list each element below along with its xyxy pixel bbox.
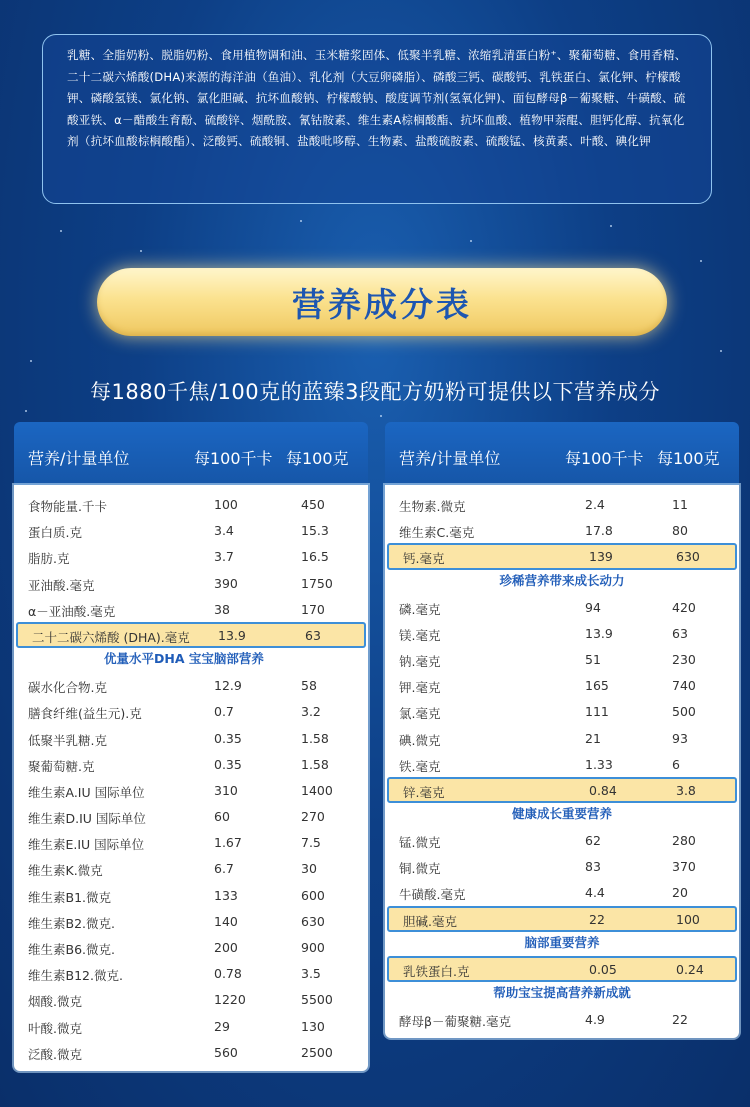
nutrient-name: 脂肪.克 bbox=[28, 551, 70, 567]
per100kcal-value: 62 bbox=[585, 833, 601, 849]
nutrient-name: 烟酸.微克 bbox=[28, 994, 82, 1010]
per100g-value: 11 bbox=[672, 497, 688, 512]
nutrient-name: 维生素A.IU 国际单位 bbox=[28, 784, 145, 800]
per100kcal-value: 1.67 bbox=[214, 835, 242, 851]
per100g-value: 15.3 bbox=[301, 523, 329, 539]
header-per100g: 每100克 bbox=[286, 449, 349, 468]
per100kcal-value: 1220 bbox=[214, 992, 246, 1008]
table-row bbox=[385, 594, 739, 620]
table-row bbox=[14, 986, 368, 1012]
subtitle: 每1880千焦/100克的蓝臻3段配方奶粉可提供以下营养成分 bbox=[90, 380, 660, 404]
nutrient-name: 碘.微克 bbox=[399, 732, 441, 748]
table-row-highlighted bbox=[387, 956, 737, 982]
per100kcal-value: 140 bbox=[214, 913, 238, 929]
nutrient-name: 食物能量.千卡 bbox=[28, 499, 107, 514]
table-row bbox=[14, 751, 368, 777]
nutrient-name: 聚葡萄糖.克 bbox=[28, 758, 95, 774]
per100g-value: 93 bbox=[672, 730, 688, 746]
per100kcal-value: 4.4 bbox=[585, 885, 605, 901]
nutrient-name: 维生素B12.微克. bbox=[28, 968, 123, 984]
per100g-value: 1.58 bbox=[301, 756, 329, 772]
per100g-value: 500 bbox=[672, 704, 696, 720]
per100kcal-value: 165 bbox=[585, 678, 609, 694]
table-row bbox=[385, 853, 739, 879]
table-row bbox=[385, 517, 739, 543]
per100kcal-value: 29 bbox=[214, 1018, 230, 1034]
per100kcal-value: 200 bbox=[214, 940, 238, 955]
table-row bbox=[385, 491, 739, 517]
per100kcal-value: 0.78 bbox=[214, 966, 242, 982]
nutrient-name: 碳水化合物.克 bbox=[28, 680, 107, 696]
per100kcal-value: 13.9 bbox=[218, 627, 246, 643]
per100kcal-value: 12.9 bbox=[214, 678, 242, 694]
table-row bbox=[14, 491, 368, 517]
per100g-value: 1400 bbox=[301, 782, 333, 798]
table-row bbox=[385, 672, 739, 698]
per100g-value: 63 bbox=[305, 627, 321, 643]
table-row bbox=[14, 570, 368, 596]
per100kcal-value: 310 bbox=[214, 782, 238, 798]
table-row bbox=[14, 1039, 368, 1065]
per100g-value: 1750 bbox=[301, 575, 333, 591]
table-row bbox=[14, 672, 368, 698]
table-row bbox=[14, 855, 368, 881]
header-per100kcal: 每100千卡 bbox=[194, 449, 273, 468]
nutrient-name: 维生素B2.微克. bbox=[28, 915, 115, 931]
per100kcal-value: 100 bbox=[214, 497, 238, 512]
per100kcal-value: 0.35 bbox=[214, 756, 242, 772]
header-per100kcal: 每100千卡 bbox=[565, 449, 644, 468]
nutrient-name: 泛酸.微克 bbox=[28, 1046, 82, 1062]
dha-note: 优量水平DHA 宝宝脑部营养 bbox=[104, 651, 264, 667]
table-row bbox=[385, 879, 739, 905]
per100kcal-value: 3.4 bbox=[214, 523, 234, 539]
table-row bbox=[385, 620, 739, 646]
table-row bbox=[14, 960, 368, 986]
per100g-value: 30 bbox=[301, 861, 317, 877]
per100g-value: 7.5 bbox=[301, 835, 321, 851]
per100kcal-value: 6.7 bbox=[214, 861, 234, 877]
per100g-value: 100 bbox=[676, 911, 700, 927]
table-row bbox=[385, 646, 739, 672]
table-row bbox=[14, 829, 368, 855]
per100g-value: 280 bbox=[672, 833, 696, 849]
per100g-value: 230 bbox=[672, 651, 696, 667]
nutrient-name: 锰.微克 bbox=[399, 835, 441, 851]
nutrient-name: 维生素E.IU 国际单位 bbox=[28, 837, 145, 853]
nutrient-name: 牛磺酸.毫克 bbox=[399, 887, 466, 903]
table-row bbox=[385, 751, 739, 777]
nutrient-name: 低聚半乳糖.克 bbox=[28, 732, 107, 748]
per100g-value: 3.2 bbox=[301, 704, 321, 720]
per100g-value: 450 bbox=[301, 497, 325, 512]
per100g-value: 630 bbox=[676, 549, 700, 565]
nutrient-name: 锌.毫克 bbox=[403, 784, 445, 800]
per100g-value: 5500 bbox=[301, 992, 333, 1008]
per100kcal-value: 21 bbox=[585, 730, 601, 746]
nutrition-table-left bbox=[14, 422, 368, 1071]
nutrient-name: 二十二碳六烯酸 (DHA).毫克 bbox=[32, 629, 190, 645]
nutrient-name: 维生素B1.微克 bbox=[28, 889, 112, 905]
nutrient-name: 钙.毫克 bbox=[403, 551, 445, 567]
per100kcal-value: 94 bbox=[585, 599, 601, 615]
per100g-value: 6 bbox=[672, 756, 680, 772]
nutrient-name: 膳食纤维(益生元).克 bbox=[28, 706, 142, 722]
table-row-highlighted bbox=[387, 906, 737, 932]
nutrient-name: 镁.毫克 bbox=[399, 627, 441, 643]
table-row bbox=[14, 934, 368, 960]
per100kcal-value: 60 bbox=[214, 809, 230, 825]
table-row bbox=[14, 882, 368, 908]
per100g-value: 3.8 bbox=[676, 782, 696, 798]
per100g-value: 2500 bbox=[301, 1044, 333, 1060]
per100g-value: 20 bbox=[672, 885, 688, 901]
nutrient-name: 生物素.微克 bbox=[399, 499, 466, 514]
per100g-value: 170 bbox=[301, 601, 325, 617]
table-row bbox=[14, 725, 368, 751]
per100kcal-value: 17.8 bbox=[585, 523, 613, 539]
nutrient-name: 氯.毫克 bbox=[399, 706, 441, 722]
zinc-note: 健康成长重要营养 bbox=[511, 806, 612, 822]
per100kcal-value: 51 bbox=[585, 651, 601, 667]
nutrient-name: 维生素D.IU 国际单位 bbox=[28, 811, 146, 827]
header-nutrient: 营养/计量单位 bbox=[28, 449, 130, 468]
per100kcal-value: 0.35 bbox=[214, 730, 242, 746]
per100g-value: 58 bbox=[301, 678, 317, 694]
per100kcal-value: 139 bbox=[589, 549, 613, 565]
per100g-value: 900 bbox=[301, 940, 325, 955]
nutrient-name: α－亚油酸.毫克 bbox=[28, 603, 116, 619]
table-row bbox=[385, 827, 739, 853]
nutrient-name: 酵母β－葡聚糖.毫克 bbox=[399, 1014, 511, 1029]
table-row bbox=[14, 1013, 368, 1039]
table-row bbox=[14, 908, 368, 934]
nutrient-name: 维生素C.毫克 bbox=[399, 525, 475, 541]
table-row bbox=[385, 725, 739, 751]
per100kcal-value: 4.9 bbox=[585, 1012, 605, 1027]
per100kcal-value: 0.84 bbox=[589, 782, 617, 798]
per100kcal-value: 1.33 bbox=[585, 756, 613, 772]
table-row-highlighted bbox=[387, 543, 737, 569]
table-row bbox=[14, 596, 368, 622]
nutrition-table-right bbox=[385, 422, 739, 1038]
ingredients-box bbox=[42, 34, 712, 204]
header-nutrient: 营养/计量单位 bbox=[399, 449, 501, 468]
table-row bbox=[385, 698, 739, 724]
page-title: 营养成分表 bbox=[292, 284, 472, 324]
title-banner bbox=[97, 268, 667, 336]
per100kcal-value: 0.05 bbox=[589, 961, 617, 977]
nutrient-name: 铁.毫克 bbox=[399, 758, 441, 774]
per100kcal-value: 560 bbox=[214, 1044, 238, 1060]
per100kcal-value: 38 bbox=[214, 601, 230, 617]
nutrient-name: 维生素K.微克 bbox=[28, 863, 103, 879]
per100g-value: 3.5 bbox=[301, 966, 321, 982]
table-row bbox=[14, 543, 368, 569]
per100kcal-value: 22 bbox=[589, 911, 605, 927]
per100kcal-value: 83 bbox=[585, 859, 601, 875]
per100kcal-value: 133 bbox=[214, 887, 238, 903]
per100g-value: 370 bbox=[672, 859, 696, 875]
nutrient-name: 钾.毫克 bbox=[399, 680, 441, 696]
per100g-value: 0.24 bbox=[676, 961, 704, 977]
ingredients-text: 乳糖、全脂奶粉、脱脂奶粉、食用植物调和油、玉米糖浆固体、低聚半乳糖、浓缩乳清蛋白粉⁺、聚葡萄糖、食用香精、二十二碳六烯酸(DHA)来源的海洋油（鱼油）、乳化剂（大豆卵磷脂）、磷酸三钙、碳酸钙、乳铁蛋白、氯化钾、柠檬酸钾、磷酸氢镁、氯化钠、氯化胆碱、抗坏血酸钠、柠檬酸钠、酸度调节剂(氢氧化钾)、面包酵母β－葡聚糖、牛磺酸、硫酸亚铁、α－醋酸生育酚、硫酸锌、烟酰胺、氰钴胺素、维生素A棕榈酸酯、抗坏血酸、植物甲萘醌、胆钙化醇、抗氧化剂（抗坏血酸棕榈酸酯）、泛酸钙、硫酸铜、盐酸吡哆醇、生物素、盐酸硫胺素、硫酸锰、核黄素、叶酸、碘化钾 bbox=[67, 48, 687, 148]
per100kcal-value: 0.7 bbox=[214, 704, 234, 720]
per100g-value: 80 bbox=[672, 523, 688, 539]
header-per100g: 每100克 bbox=[657, 449, 720, 468]
table-row bbox=[14, 777, 368, 803]
nutrient-name: 乳铁蛋白.克 bbox=[403, 963, 470, 979]
nutrient-name: 胆碱.毫克 bbox=[403, 913, 457, 929]
per100g-value: 63 bbox=[672, 625, 688, 641]
per100kcal-value: 13.9 bbox=[585, 625, 613, 641]
nutrient-name: 磷.毫克 bbox=[399, 601, 441, 617]
per100g-value: 16.5 bbox=[301, 549, 329, 565]
per100g-value: 1.58 bbox=[301, 730, 329, 746]
nutrient-name: 蛋白质.克 bbox=[28, 525, 82, 541]
nutrient-name: 钠.毫克 bbox=[399, 653, 441, 669]
table-header-right bbox=[385, 422, 739, 485]
per100g-value: 420 bbox=[672, 599, 696, 615]
table-header-left bbox=[14, 422, 368, 485]
table-row bbox=[14, 698, 368, 724]
choline-note: 脑部重要营养 bbox=[524, 934, 600, 950]
per100g-value: 130 bbox=[301, 1018, 325, 1034]
per100g-value: 600 bbox=[301, 887, 325, 903]
nutrient-name: 维生素B6.微克. bbox=[28, 942, 115, 957]
table-row-highlighted bbox=[16, 622, 366, 648]
per100kcal-value: 3.7 bbox=[214, 549, 234, 565]
per100kcal-value: 111 bbox=[585, 704, 609, 720]
calcium-note: 珍稀营养带来成长动力 bbox=[499, 572, 625, 588]
per100kcal-value: 390 bbox=[214, 575, 238, 591]
per100g-value: 270 bbox=[301, 809, 325, 825]
table-row bbox=[14, 803, 368, 829]
table-row-highlighted bbox=[387, 777, 737, 803]
per100kcal-value: 2.4 bbox=[585, 497, 605, 512]
nutrient-name: 叶酸.微克 bbox=[28, 1020, 82, 1036]
table-body-right bbox=[385, 485, 739, 1038]
table-row bbox=[385, 1006, 739, 1032]
per100g-value: 630 bbox=[301, 913, 325, 929]
nutrient-name: 铜.微克 bbox=[399, 861, 441, 877]
lactoferrin-note: 帮助宝宝提高营养新成就 bbox=[493, 985, 631, 1000]
nutrient-name: 亚油酸.毫克 bbox=[28, 577, 95, 593]
table-body-left bbox=[14, 485, 368, 1071]
table-row bbox=[14, 517, 368, 543]
per100g-value: 22 bbox=[672, 1012, 688, 1027]
per100g-value: 740 bbox=[672, 678, 696, 694]
